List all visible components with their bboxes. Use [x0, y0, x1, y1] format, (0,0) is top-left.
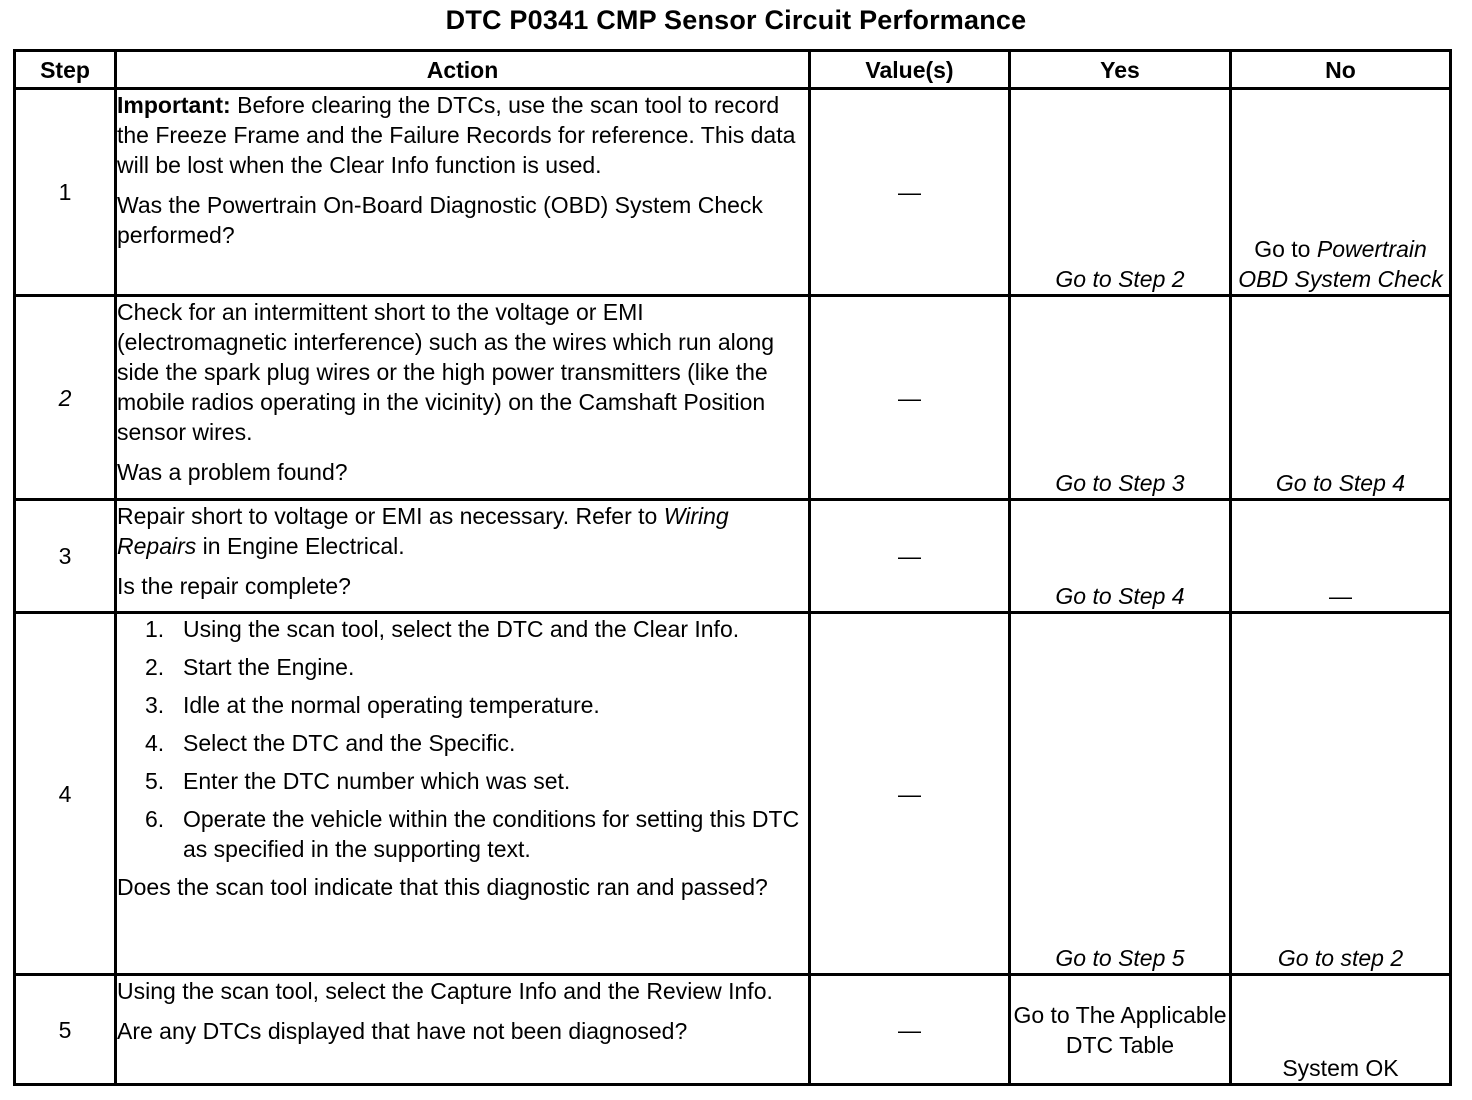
list-item	[145, 804, 808, 864]
header-row	[15, 51, 1451, 89]
list-item-number: 5.	[145, 768, 165, 794]
no-cell	[1231, 613, 1451, 975]
list-item-number: 3.	[145, 692, 165, 718]
action-question: Does the scan tool indicate that this diagnostic ran and passed?	[117, 874, 768, 900]
step-number: 1	[15, 89, 116, 296]
no-cell: System OK	[1231, 975, 1451, 1085]
procedure-list	[117, 614, 808, 864]
list-item-number: 1.	[145, 616, 165, 642]
no-cell	[1231, 296, 1451, 500]
important-text: Before clearing the DTCs, use the scan tool to record the Freeze Frame and the Failure Records for reference. This data will be lost when the Clear Info function is used.	[117, 92, 796, 178]
no-link[interactable]: Go to Step 4	[1275, 470, 1406, 496]
action-question: Was the Powertrain On-Board Diagnostic (OBD) System Check performed?	[117, 192, 763, 248]
step-number: 3	[15, 500, 116, 613]
important-label: Important:	[117, 92, 231, 118]
header-action: Action	[116, 51, 810, 89]
yes-cell	[1010, 975, 1231, 1085]
value-cell: —	[810, 500, 1010, 613]
action-question: Was a problem found?	[117, 459, 348, 485]
yes-cell	[1010, 296, 1231, 500]
list-item	[145, 614, 808, 644]
list-item-text: Enter the DTC number which was set.	[183, 768, 571, 794]
yes-link[interactable]: Go to Step 5	[1055, 945, 1185, 971]
header-yes: Yes	[1010, 51, 1231, 89]
header-no: No	[1231, 51, 1451, 89]
list-item-number: 4.	[145, 730, 165, 756]
yes-cell	[1010, 500, 1231, 613]
value-cell: —	[810, 89, 1010, 296]
table-row	[15, 500, 1451, 613]
action-text-after: in Engine Electrical.	[196, 533, 405, 559]
table-row	[15, 613, 1451, 975]
value-cell: —	[810, 975, 1010, 1085]
list-item-number: 6.	[145, 806, 165, 832]
value-cell: —	[810, 613, 1010, 975]
table-row	[15, 975, 1451, 1085]
step-number: 2	[15, 296, 116, 500]
action-important	[117, 90, 808, 180]
page-title: DTC P0341 CMP Sensor Circuit Performance	[445, 5, 1027, 35]
yes-link[interactable]: Go to Step 4	[1055, 583, 1185, 609]
step-number: 4	[15, 613, 116, 975]
action-text: Using the scan tool, select the Capture Info and the Review Info.	[117, 978, 773, 1004]
list-item-number: 2.	[145, 654, 165, 680]
table-row	[15, 89, 1451, 296]
action-text	[117, 501, 808, 561]
yes-cell	[1010, 89, 1231, 296]
value-cell: —	[810, 296, 1010, 500]
list-item-text: Select the DTC and the Specific.	[183, 730, 516, 756]
list-item	[145, 728, 808, 758]
action-cell	[116, 296, 810, 500]
no-cell	[1231, 89, 1451, 296]
list-item-text: Using the scan tool, select the DTC and the Clear Info.	[183, 616, 740, 642]
no-link[interactable]: Go to step 2	[1277, 945, 1404, 971]
action-cell	[116, 613, 810, 975]
wiring-repairs-link[interactable]: Wiring Repairs	[117, 503, 729, 559]
yes-link[interactable]: Go to Step 2	[1055, 266, 1185, 292]
action-text-before: Repair short to voltage or EMI as necessary. Refer to	[117, 503, 664, 529]
action-text: Check for an intermittent short to the voltage or EMI (electromagnetic interference) such as the wires which run along side the spark plug wires or the high power transmitters (like the mobile radios operating in the vicinity) on the Camshaft Position sensor wires.	[117, 299, 775, 445]
table-row	[15, 296, 1451, 500]
yes-link[interactable]: Go to The Applicable DTC Table	[1013, 1001, 1227, 1058]
no-link[interactable]: Powertrain OBD System Check	[1238, 236, 1443, 292]
no-cell: —	[1231, 500, 1451, 613]
list-item	[145, 652, 808, 682]
header-values: Value(s)	[810, 51, 1010, 89]
action-cell	[116, 89, 810, 296]
no-prefix: Go to	[1254, 236, 1317, 262]
list-item-text: Operate the vehicle within the conditions for setting this DTC as specified in the supporting text.	[183, 806, 800, 862]
action-cell	[116, 500, 810, 613]
list-item-text: Idle at the normal operating temperature.	[183, 692, 600, 718]
action-cell	[116, 975, 810, 1085]
list-item-text: Start the Engine.	[183, 654, 355, 680]
step-number: 5	[15, 975, 116, 1085]
yes-cell	[1010, 613, 1231, 975]
diagnostic-table	[13, 49, 1452, 1086]
list-item	[145, 766, 808, 796]
action-question: Are any DTCs displayed that have not been diagnosed?	[117, 1018, 688, 1044]
list-item	[145, 690, 808, 720]
header-step: Step	[15, 51, 116, 89]
yes-link[interactable]: Go to Step 3	[1055, 470, 1185, 496]
action-question: Is the repair complete?	[117, 573, 351, 599]
